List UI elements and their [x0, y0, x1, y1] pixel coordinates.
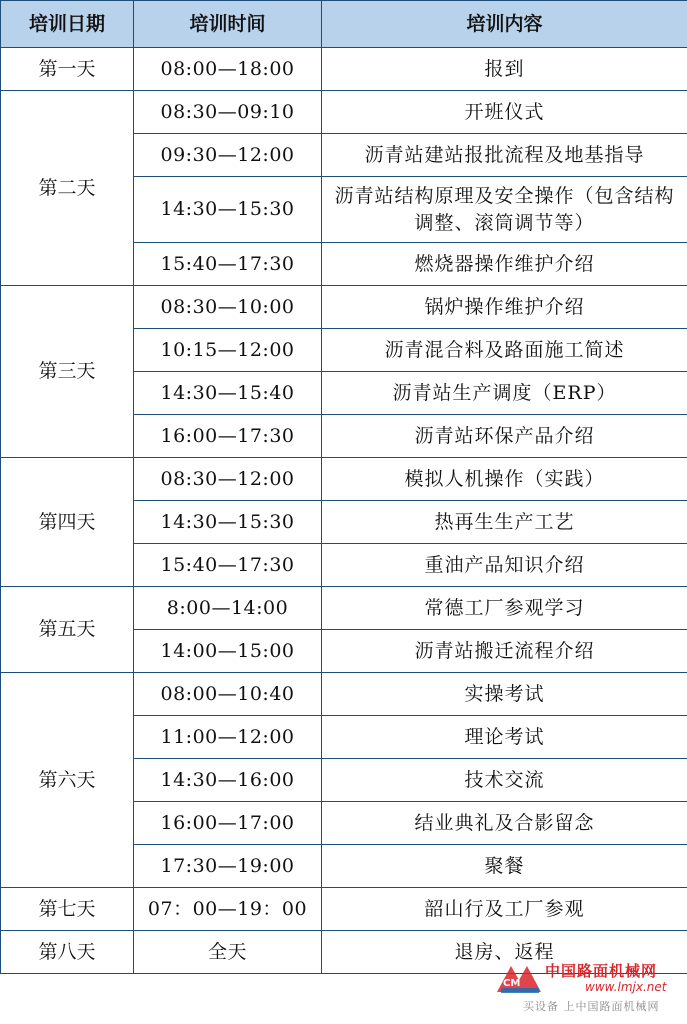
time-cell: 8:00—14:00 — [134, 587, 322, 630]
time-cell: 14:30—16:00 — [134, 759, 322, 802]
content-cell: 技术交流 — [322, 759, 687, 802]
time-cell: 15:40—17:30 — [134, 243, 322, 286]
time-cell: 14:00—15:00 — [134, 630, 322, 673]
header-date: 培训日期 — [1, 1, 134, 48]
time-cell: 08:00—10:40 — [134, 673, 322, 716]
watermark-title: 中国路面机械网 — [545, 962, 658, 980]
day-cell: 第四天 — [1, 458, 134, 587]
table-row — [1, 286, 687, 329]
time-cell: 全天 — [134, 931, 322, 974]
content-cell: 结业典礼及合影留念 — [322, 802, 687, 845]
content-cell: 重油产品知识介绍 — [322, 544, 687, 587]
table-row — [1, 888, 687, 931]
table-row — [1, 48, 687, 91]
content-cell: 沥青站生产调度（ERP） — [322, 372, 687, 415]
time-cell: 14:30—15:30 — [134, 177, 322, 243]
time-cell: 16:00—17:30 — [134, 415, 322, 458]
day-cell: 第七天 — [1, 888, 134, 931]
watermark-subtitle: 买设备 上中国路面机械网 — [523, 1000, 660, 1013]
content-cell: 沥青站环保产品介绍 — [322, 415, 687, 458]
content-cell: 沥青站结构原理及安全操作（包含结构调整、滚筒调节等） — [322, 177, 687, 243]
time-cell: 08:30—10:00 — [134, 286, 322, 329]
content-cell: 沥青站搬迁流程介绍 — [322, 630, 687, 673]
header-time: 培训时间 — [134, 1, 322, 48]
schedule-body — [1, 48, 687, 974]
time-cell: 16:00—17:00 — [134, 802, 322, 845]
time-cell: 08:30—12:00 — [134, 458, 322, 501]
content-cell: 模拟人机操作（实践） — [322, 458, 687, 501]
time-cell: 08:00—18:00 — [134, 48, 322, 91]
table-row — [1, 673, 687, 716]
content-cell: 韶山行及工厂参观 — [322, 888, 687, 931]
time-cell: 17:30—19:00 — [134, 845, 322, 888]
day-cell: 第三天 — [1, 286, 134, 458]
day-cell: 第五天 — [1, 587, 134, 673]
time-cell: 08:30—09:10 — [134, 91, 322, 134]
time-cell: 11:00—12:00 — [134, 716, 322, 759]
content-cell: 退房、返程 — [322, 931, 687, 974]
day-cell: 第八天 — [1, 931, 134, 974]
svg-text:CM: CM — [503, 978, 521, 989]
content-cell: 常德工厂参观学习 — [322, 587, 687, 630]
site-watermark — [493, 958, 683, 1018]
lmjx-logo-icon — [493, 958, 547, 998]
day-cell: 第一天 — [1, 48, 134, 91]
content-cell: 聚餐 — [322, 845, 687, 888]
header-row — [1, 1, 687, 48]
content-cell: 实操考试 — [322, 673, 687, 716]
content-cell: 燃烧器操作维护介绍 — [322, 243, 687, 286]
day-cell: 第二天 — [1, 91, 134, 286]
table-row — [1, 91, 687, 134]
table-row — [1, 458, 687, 501]
header-content: 培训内容 — [322, 1, 687, 48]
time-cell: 15:40—17:30 — [134, 544, 322, 587]
day-cell: 第六天 — [1, 673, 134, 888]
watermark-url: www.lmjx.net — [585, 980, 667, 994]
time-cell: 14:30—15:40 — [134, 372, 322, 415]
time-cell: 14:30—15:30 — [134, 501, 322, 544]
content-cell: 沥青站建站报批流程及地基指导 — [322, 134, 687, 177]
content-cell: 开班仪式 — [322, 91, 687, 134]
time-cell: 07：00—19：00 — [134, 888, 322, 931]
content-cell: 理论考试 — [322, 716, 687, 759]
content-cell: 锅炉操作维护介绍 — [322, 286, 687, 329]
time-cell: 10:15—12:00 — [134, 329, 322, 372]
content-cell: 沥青混合料及路面施工简述 — [322, 329, 687, 372]
time-cell: 09:30—12:00 — [134, 134, 322, 177]
content-cell: 热再生生产工艺 — [322, 501, 687, 544]
table-row — [1, 587, 687, 630]
content-cell: 报到 — [322, 48, 687, 91]
